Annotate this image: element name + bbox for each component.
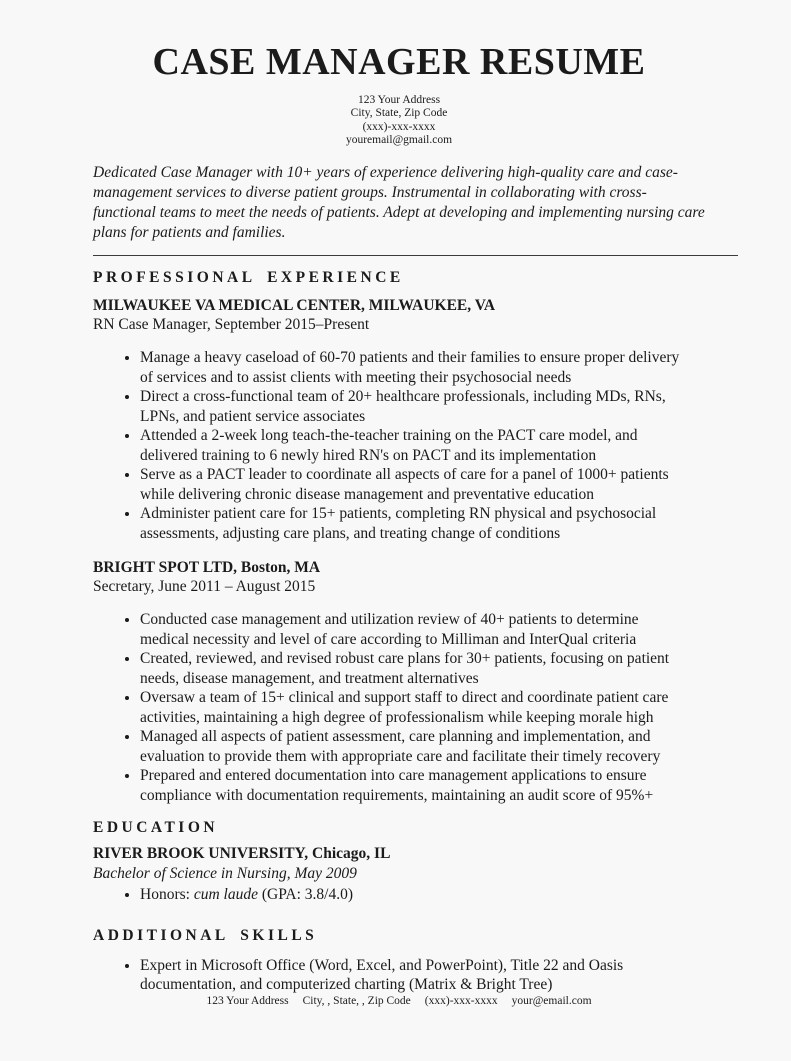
contact-phone: (xxx)-xxx-xxxx [362,120,436,133]
contact-email: youremail@gmail.com [345,134,453,147]
job-bullet: • Prepared and entered documentation into care management applications to ensure compliance with documentation requirements, maintaining an audit score of 95%+ [140,766,690,805]
divider-rule [93,255,738,256]
section-education [93,819,705,926]
honors-prefix: Honors: [140,886,194,904]
footer-address: 123 Your Address [206,994,289,1007]
section-additional-skills [93,927,705,995]
job-bullet: • Manage a heavy caseload of 60-70 patients and their families to ensure proper delivery of services and to assist clients with meeting their psychosocial needs [140,348,690,387]
contact-address: 123 Your Address [357,93,441,106]
job-role-dates: RN Case Manager, September 2015–Present [93,315,370,333]
contact-city-state-zip: City, State, Zip Code [350,107,448,120]
job-company: BRIGHT SPOT LTD, Boston, MA [93,558,321,576]
education-degree: Bachelor of Science in Nursing, May 2009 [93,864,357,882]
section-professional-experience [93,269,705,820]
job-entry [93,296,705,544]
job-bullet-list [93,610,705,805]
footer-phone: (xxx)-xxx-xxxx [424,994,498,1007]
job-bullet: • Serve as a PACT leader to coordinate all aspects of care for a panel of 1000+ patients while delivering chronic disease management and preventative education [140,465,690,504]
job-role-dates: Secretary, June 2011 – August 2015 [93,577,316,595]
job-bullet-list [93,348,705,543]
job-bullet: • Direct a cross-functional team of 20+ healthcare professionals, including MDs, RNs, LPNs, and patient service associates [140,387,690,426]
education-bullet-list [93,885,705,905]
skills-bullet: • Expert in Microsoft Office (Word, Excel, and PowerPoint), Title 22 and Oasis documentation, and computerized charting (Matrix & Bright Tree) [140,956,705,995]
summary-paragraph: Dedicated Case Manager with 10+ years of experience delivering high-quality care and case-management services to diverse patient groups. Instrumental in collaborating with cross-functional teams to meet the needs of patients. Adept at developing and implementing nursing care plans for patients and families. [93,164,705,242]
education-school: RIVER BROOK UNIVERSITY, Chicago, IL [93,845,391,863]
section-heading-education: EDUCATION [93,819,219,837]
footer-contact-line [93,995,705,1009]
job-company: MILWAUKEE VA MEDICAL CENTER, MILWAUKEE, VA [93,296,496,314]
page-title: CASE MANAGER RESUME [152,41,646,83]
footer-city-state-zip: City, , State, , Zip Code [302,994,411,1007]
footer-email: your@email.com [511,994,592,1007]
honors-gpa: (GPA: 3.8/4.0) [257,886,353,904]
section-heading-experience: PROFESSIONAL EXPERIENCE [93,268,404,286]
job-bullet: • Conducted case management and utilization review of 40+ patients to determine medical necessity and level of care according to Milliman and InterQual criteria [140,610,690,649]
job-bullet: • Created, reviewed, and revised robust care plans for 30+ patients, focusing on patient needs, disease management, and treatment alternatives [140,649,690,688]
job-entry [93,558,705,806]
job-bullet: • Administer patient care for 15+ patients, completing RN physical and psychosocial assessments, adjusting care plans, and treating change of conditions [140,504,690,543]
job-bullet: • Attended a 2-week long teach-the-teacher training on the PACT care model, and delivered training to 6 newly hired RN's on PACT and its implementation [140,426,690,465]
skills-bullet-list [93,956,705,995]
job-bullet: • Managed all aspects of patient assessment, care planning and implementation, and evaluation to provide them with appropriate care and facilitate their timely recovery [140,727,690,766]
honors-latin: cum laude [193,886,258,904]
section-heading-skills: ADDITIONAL SKILLS [93,926,318,944]
job-bullet: • Oversaw a team of 15+ clinical and support staff to direct and coordinate patient care activities, maintaining a high degree of professionalism while keeping morale high [140,688,690,727]
education-honors [140,885,690,905]
contact-block [93,94,705,148]
